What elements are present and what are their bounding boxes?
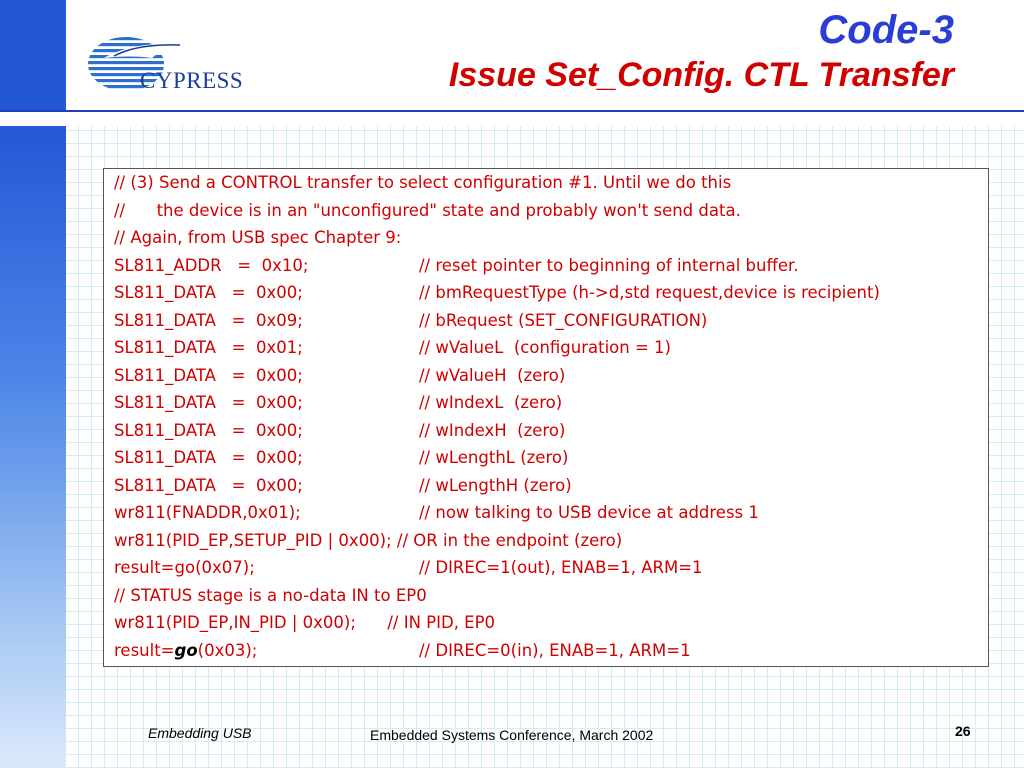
code-line [114, 530, 622, 552]
code-statement: SL811_DATA = 0x00; [114, 476, 303, 495]
code-statement: // STATUS stage is a no-data IN to EP0 [114, 586, 427, 605]
code-line [114, 172, 731, 194]
code-comment: // wLengthL (zero) [419, 448, 569, 467]
code-statement: SL811_DATA = 0x01; [114, 338, 303, 357]
code-statement: result=go(0x07); [114, 558, 255, 577]
code-statement: wr811(FNADDR,0x01); [114, 503, 301, 522]
code-suffix: (0x03); [197, 641, 258, 660]
code-statement: SL811_DATA = 0x00; [114, 421, 303, 440]
code-statement: SL811_DATA = 0x00; [114, 448, 303, 467]
code-comment: // wValueH (zero) [419, 366, 566, 385]
code-prefix: result= [114, 641, 175, 660]
code-comment: // bRequest (SET_CONFIGURATION) [419, 311, 708, 330]
left-accent-bar-top [0, 0, 66, 110]
code-line [114, 255, 799, 277]
code-statement: SL811_DATA = 0x00; [114, 393, 303, 412]
code-statement: // the device is in an "unconfigured" state and probably won't send data. [114, 201, 741, 220]
code-line [114, 365, 565, 387]
code-line [114, 585, 427, 607]
page-number: 26 [955, 723, 971, 739]
code-line [114, 337, 671, 359]
code-statement: SL811_ADDR = 0x10; [114, 256, 309, 275]
header-divider [0, 110, 1024, 126]
code-line [114, 282, 880, 304]
code-statement: SL811_DATA = 0x00; [114, 283, 303, 302]
code-line [114, 640, 691, 662]
code-line [114, 420, 565, 442]
slide-subtitle: Issue Set_Config. CTL Transfer [448, 56, 954, 94]
code-line [114, 557, 703, 579]
left-accent-bar-bottom [0, 126, 66, 768]
code-comment: // DIREC=1(out), ENAB=1, ARM=1 [419, 558, 703, 577]
code-line [114, 310, 707, 332]
code-statement: SL811_DATA = 0x09; [114, 311, 303, 330]
code-statement: // Again, from USB spec Chapter 9: [114, 228, 402, 247]
code-statement: // (3) Send a CONTROL transfer to select configuration #1. Until we do this [114, 173, 732, 192]
logo-wordmark: CYPRESS [140, 68, 244, 93]
slide-title: Code-3 [818, 8, 954, 52]
code-comment: // wIndexH (zero) [419, 421, 566, 440]
code-line [114, 475, 572, 497]
code-line [114, 612, 495, 634]
code-line [114, 200, 741, 222]
code-comment: // bmRequestType (h->d,std request,device is recipient) [419, 283, 880, 302]
code-line [114, 392, 562, 414]
code-line [114, 447, 568, 469]
code-comment: // now talking to USB device at address 1 [419, 503, 759, 522]
footer-left-text: Embedding USB [148, 725, 252, 741]
code-comment: // wIndexL (zero) [419, 393, 563, 412]
code-comment: // wValueL (configuration = 1) [419, 338, 671, 357]
code-statement: SL811_DATA = 0x00; [114, 366, 303, 385]
footer-center-text: Embedded Systems Conference, March 2002 [370, 727, 654, 743]
code-comment: // DIREC=0(in), ENAB=1, ARM=1 [419, 641, 691, 660]
code-listing [103, 168, 989, 667]
code-statement [114, 640, 419, 662]
code-highlight: go [174, 641, 198, 660]
code-comment: // wLengthH (zero) [419, 476, 572, 495]
code-statement: wr811(PID_EP,SETUP_PID | 0x00); // OR in the endpoint (zero) [114, 531, 623, 550]
code-line [114, 502, 759, 524]
code-line [114, 227, 401, 249]
code-statement: wr811(PID_EP,IN_PID | 0x00); // IN PID, EP0 [114, 613, 496, 632]
code-comment: // reset pointer to beginning of internal buffer. [419, 256, 799, 275]
